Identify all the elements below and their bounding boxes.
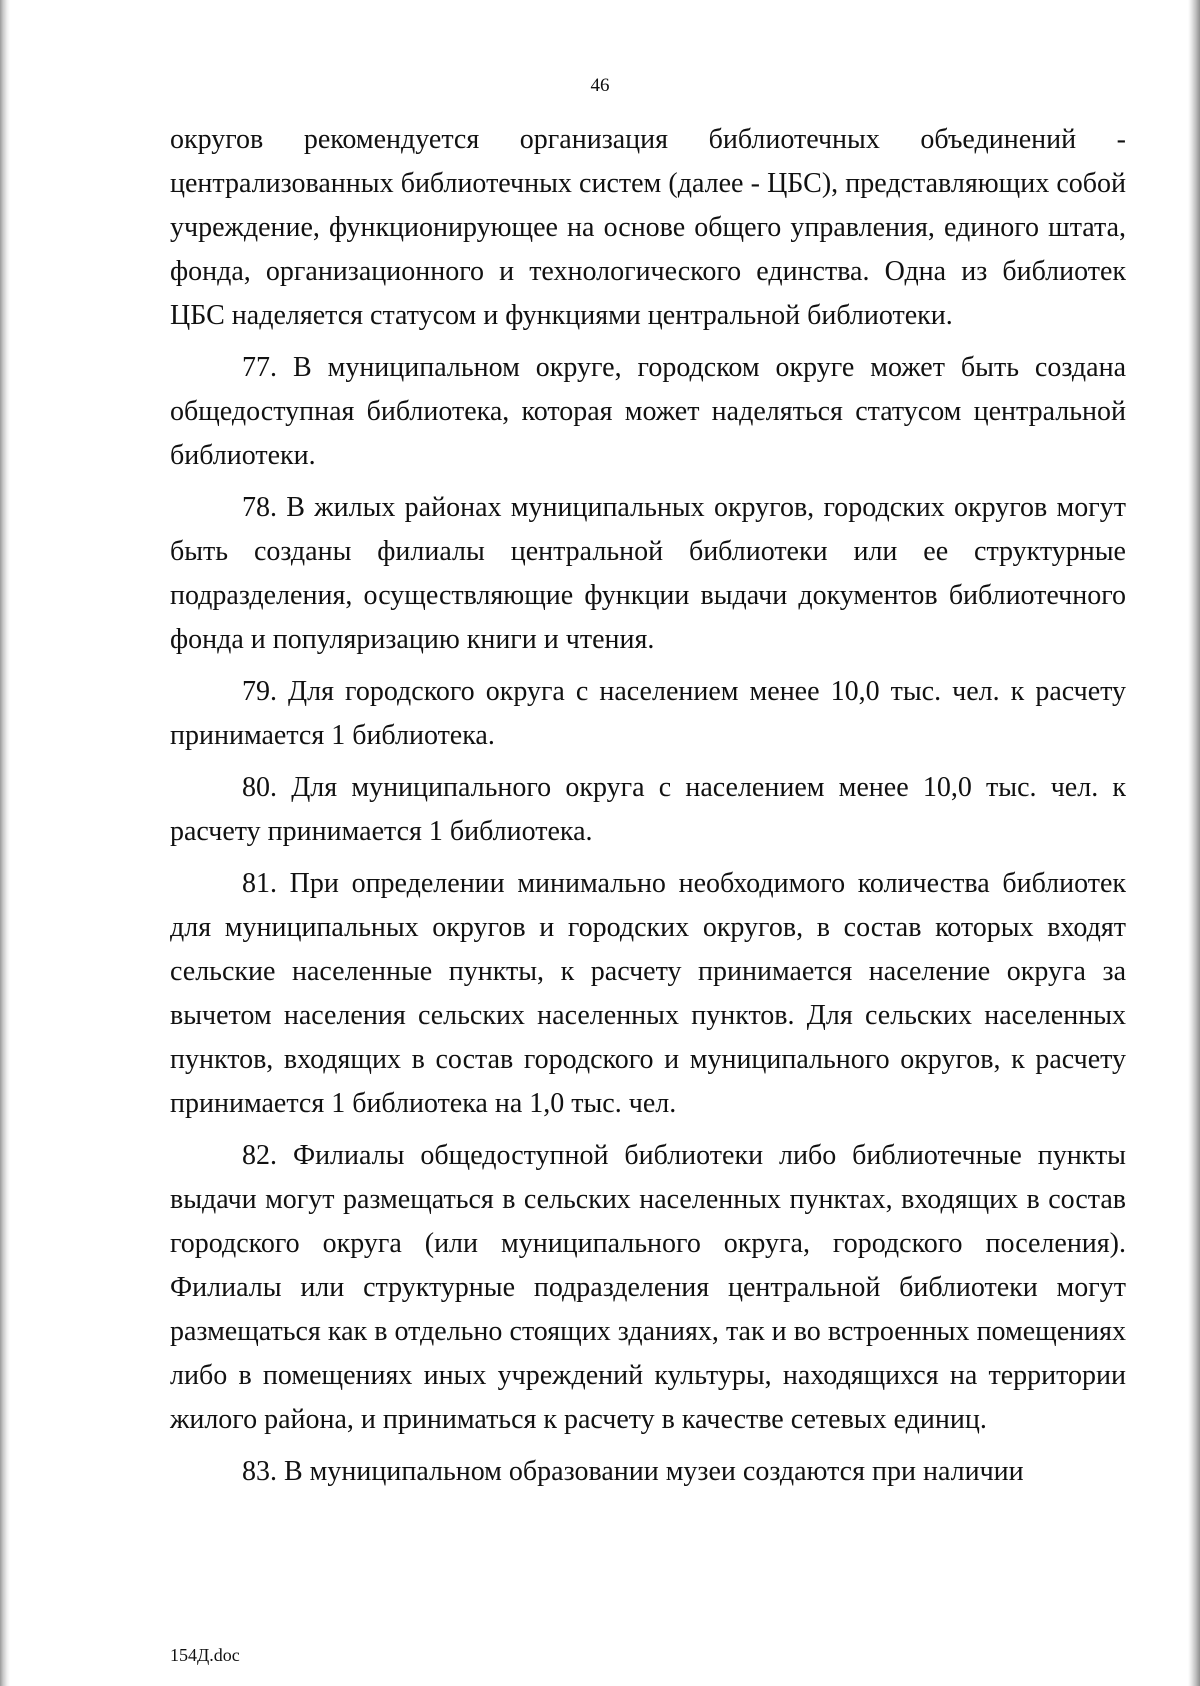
paragraph-82: 82. Филиалы общедоступной библиотеки либо библиотечные пункты выдачи могут размещаться в сельских населенных пунктах, входящих в состав городского округа (или муниципального округа, городского поселения). Филиалы или структурные подразделения центральной библиотеки могут размещаться как в отдельно стоящих зданиях, так и во встроенных помещениях либо в помещениях иных учреждений культуры, находящихся на территории жилого района, и приниматься к расчету в качестве сетевых единиц. [170, 1140, 1126, 1435]
document-body [170, 118, 1126, 1494]
paragraph-80: 80. Для муниципального округа с населением менее 10,0 тыс. чел. к расчету принимается 1 библиотека. [170, 772, 1126, 847]
paragraph-81: 81. При определении минимально необходимого количества библиотек для муниципальных округов и городских округов, в состав которых входят сельские населенные пункты, к расчету принимается население округа за вычетом населения сельских населенных пунктов. Для сельских населенных пунктов, входящих в состав городского и муниципального округов, к расчету принимается 1 библиотека на 1,0 тыс. чел. [170, 868, 1126, 1119]
scan-edge-right [1188, 0, 1200, 1686]
paragraph-83: 83. В муниципальном образовании музеи создаются при наличии [242, 1456, 1024, 1487]
page-number: 46 [590, 75, 610, 96]
paragraph-77: 77. В муниципальном округе, городском округе может быть создана общедоступная библиотека, которая может наделяться статусом центральной библиотеки. [170, 352, 1126, 471]
paragraph-78: 78. В жилых районах муниципальных округов, городских округов могут быть созданы филиалы центральной библиотеки или ее структурные подразделения, осуществляющие функции выдачи документов библиотечного фонда и популяризацию книги и чтения. [170, 492, 1126, 655]
footer-filename: 154Д.doc [170, 1645, 240, 1665]
paragraph-continuation: округов рекомендуется организация библиотечных объединений - централизованных библиотечных систем (далее - ЦБС), представляющих собой учреждение, функционирующее на основе общего управления, единого штата, фонда, организационного и технологического единства. Одна из библиотек ЦБС наделяется статусом и функциями центральной библиотеки. [170, 124, 1126, 331]
scan-edge-left [0, 0, 10, 1686]
paragraph-79: 79. Для городского округа с населением менее 10,0 тыс. чел. к расчету принимается 1 библиотека. [170, 676, 1126, 751]
